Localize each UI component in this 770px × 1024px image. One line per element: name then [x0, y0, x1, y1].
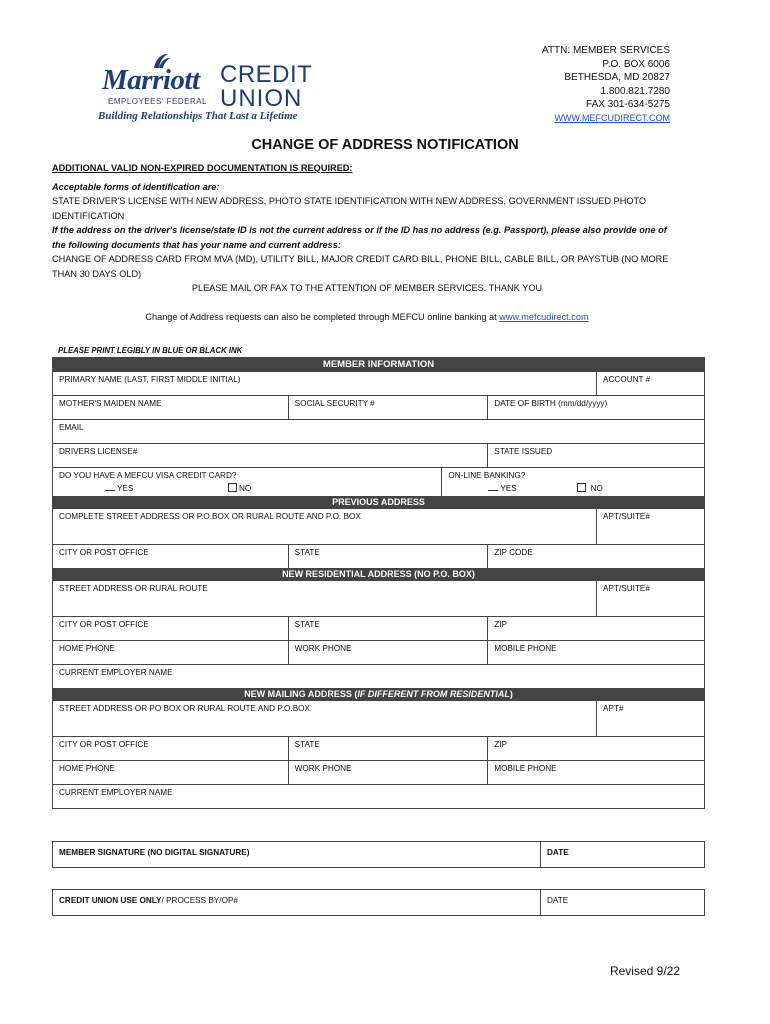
- print-note: PLEASE PRINT LEGIBLY IN BLUE OR BLACK INK: [58, 346, 243, 355]
- credit-union-use-field[interactable]: [53, 890, 541, 916]
- phone-line: 1.800.821.7280: [600, 85, 670, 97]
- prev-city-field[interactable]: CITY OR POST OFFICE: [53, 545, 289, 569]
- prev-apt-field[interactable]: APT/SUITE#: [597, 509, 705, 545]
- prev-state-field[interactable]: STATE: [288, 545, 488, 569]
- res-work-phone-field[interactable]: WORK PHONE: [288, 641, 488, 665]
- cu-date-field[interactable]: DATE: [541, 890, 705, 916]
- online-question: ON-LINE BANKING?: [448, 471, 526, 480]
- revision-note: Revised 9/22: [609, 964, 680, 978]
- mailing-header-b: IF DIFFERENT FROM RESIDENTIAL: [357, 689, 510, 699]
- online-text: Change of Address requests can also be completed through MEFCU online banking at: [145, 311, 500, 322]
- primary-name-field[interactable]: PRIMARY NAME (LAST, FIRST MIDDLE INITIAL): [53, 372, 597, 396]
- mail-state-field[interactable]: STATE: [288, 737, 488, 761]
- email-field[interactable]: EMAIL: [53, 420, 705, 444]
- mail-apt-field[interactable]: APT#: [597, 701, 705, 737]
- residential-address-header: NEW RESIDENTIAL ADDRESS (NO P.O. BOX): [53, 569, 705, 581]
- visa-question: DO YOU HAVE A MEFCU VISA CREDIT CARD?: [59, 471, 237, 480]
- visa-yes-line[interactable]: [105, 490, 115, 491]
- mail-work-phone-field[interactable]: WORK PHONE: [288, 761, 488, 785]
- account-field[interactable]: ACCOUNT #: [597, 372, 705, 396]
- res-mobile-phone-field[interactable]: MOBILE PHONE: [488, 641, 705, 665]
- id-list: STATE DRIVER'S LICENSE WITH NEW ADDRESS, PHOTO STATE IDENTIFICATION WITH NEW ADDRESS, GOVERNMENT ISSUED PHOTO IDENTIFICATION: [52, 196, 647, 221]
- doc-list: CHANGE OF ADDRESS CARD FROM MVA (MD), UTILITY BILL, MAJOR CREDIT CARD BILL, PHONE BILL, CABLE BILL, OR PAYSTUB (NO MORE THAN 30 DAYS OLD): [52, 254, 669, 279]
- online-no-checkbox[interactable]: [577, 483, 586, 492]
- res-home-phone-field[interactable]: HOME PHONE: [53, 641, 289, 665]
- res-apt-field[interactable]: APT/SUITE#: [597, 581, 705, 617]
- cu-use-label: CREDIT UNION USE ONLY: [59, 896, 162, 905]
- member-signature-table: [52, 841, 705, 868]
- visa-no-checkbox[interactable]: [228, 483, 237, 492]
- res-state-field[interactable]: STATE: [288, 617, 488, 641]
- logo-brand: Marriott: [102, 64, 200, 96]
- mailing-address-block: [542, 44, 670, 126]
- visa-question-cell: [53, 468, 442, 497]
- drivers-license-field[interactable]: DRIVERS LICENSE#: [53, 444, 488, 468]
- mail-zip-field[interactable]: ZIP: [488, 737, 705, 761]
- state-issued-field[interactable]: STATE ISSUED: [488, 444, 705, 468]
- city-line: BETHESDA, MD 20827: [564, 72, 670, 84]
- page-title: CHANGE OF ADDRESS NOTIFICATION: [251, 137, 519, 153]
- online-note: [52, 310, 682, 325]
- marriott-credit-union-logo: [98, 52, 328, 126]
- online-yes-label: YES: [500, 484, 517, 493]
- mail-street-field[interactable]: STREET ADDRESS OR PO BOX OR RURAL ROUTE AND P.O.BOX: [53, 701, 597, 737]
- mail-employer-field[interactable]: CURRENT EMPLOYER NAME: [53, 785, 705, 809]
- prev-zip-field[interactable]: ZIP CODE: [488, 545, 705, 569]
- fax-line: FAX 301-634-5275: [586, 99, 670, 111]
- mail-city-field[interactable]: CITY OR POST OFFICE: [53, 737, 289, 761]
- res-zip-field[interactable]: ZIP: [488, 617, 705, 641]
- ssn-field[interactable]: SOCIAL SECURITY #: [288, 396, 488, 420]
- logo-credit: CREDIT: [220, 61, 313, 88]
- visa-no-label: NO: [238, 484, 252, 493]
- mail-fax-note: PLEASE MAIL OR FAX TO THE ATTENTION OF MEMBER SERVICES. THANK YOU: [191, 283, 543, 293]
- online-no-label: NO: [590, 484, 603, 493]
- res-street-field[interactable]: STREET ADDRESS OR RURAL ROUTE: [53, 581, 597, 617]
- logo-tagline: Building Relationships That Last a Lifetime: [98, 110, 298, 122]
- mail-mobile-phone-field[interactable]: MOBILE PHONE: [488, 761, 705, 785]
- mailing-header-c: ): [509, 689, 513, 699]
- logo-employees: EMPLOYEES' FEDERAL: [108, 97, 207, 106]
- maiden-name-field[interactable]: MOTHER'S MAIDEN NAME: [53, 396, 289, 420]
- req-heading: ADDITIONAL VALID NON-EXPIRED DOCUMENTATION IS REQUIRED:: [52, 163, 353, 173]
- attn-line: ATTN: MEMBER SERVICES: [542, 45, 670, 56]
- dob-field[interactable]: DATE OF BIRTH (mm/dd/yyyy): [488, 396, 705, 420]
- signature-date-field[interactable]: DATE: [541, 842, 705, 868]
- credit-union-use-table: [52, 889, 705, 916]
- mailing-header-a: NEW MAILING ADDRESS (: [244, 689, 358, 699]
- previous-address-header: PREVIOUS ADDRESS: [53, 497, 705, 509]
- pobox-line: P.O. BOX 6006: [602, 58, 670, 70]
- documentation-section: [52, 161, 682, 324]
- visa-yes-label: YES: [117, 484, 134, 493]
- logo-union: UNION: [220, 85, 303, 112]
- website-link[interactable]: WWW.MEFCUDIRECT.COM: [554, 112, 670, 123]
- online-banking-cell: [442, 468, 705, 497]
- member-form-table: [52, 357, 705, 809]
- acceptable-heading: Acceptable forms of identification are:: [52, 181, 220, 192]
- mailing-address-header: [53, 689, 705, 701]
- online-banking-link[interactable]: www.mefcudirect.com: [499, 311, 589, 322]
- res-employer-field[interactable]: CURRENT EMPLOYER NAME: [53, 665, 705, 689]
- member-signature-field[interactable]: MEMBER SIGNATURE (NO DIGITAL SIGNATURE): [53, 842, 541, 868]
- online-yes-line[interactable]: [488, 490, 498, 491]
- member-info-header: MEMBER INFORMATION: [53, 358, 705, 372]
- mail-home-phone-field[interactable]: HOME PHONE: [53, 761, 289, 785]
- if-address-note: If the address on the driver's license/state ID is not the current address or if the ID has no address (e.g. Passport), please also provide one of the following documents that has your name and current address:: [52, 225, 667, 250]
- prev-street-field[interactable]: COMPLETE STREET ADDRESS OR P.O.BOX OR RURAL ROUTE AND P.O. BOX: [53, 509, 597, 545]
- res-city-field[interactable]: CITY OR POST OFFICE: [53, 617, 289, 641]
- process-by-label: / PROCESS BY/OP#: [161, 896, 238, 905]
